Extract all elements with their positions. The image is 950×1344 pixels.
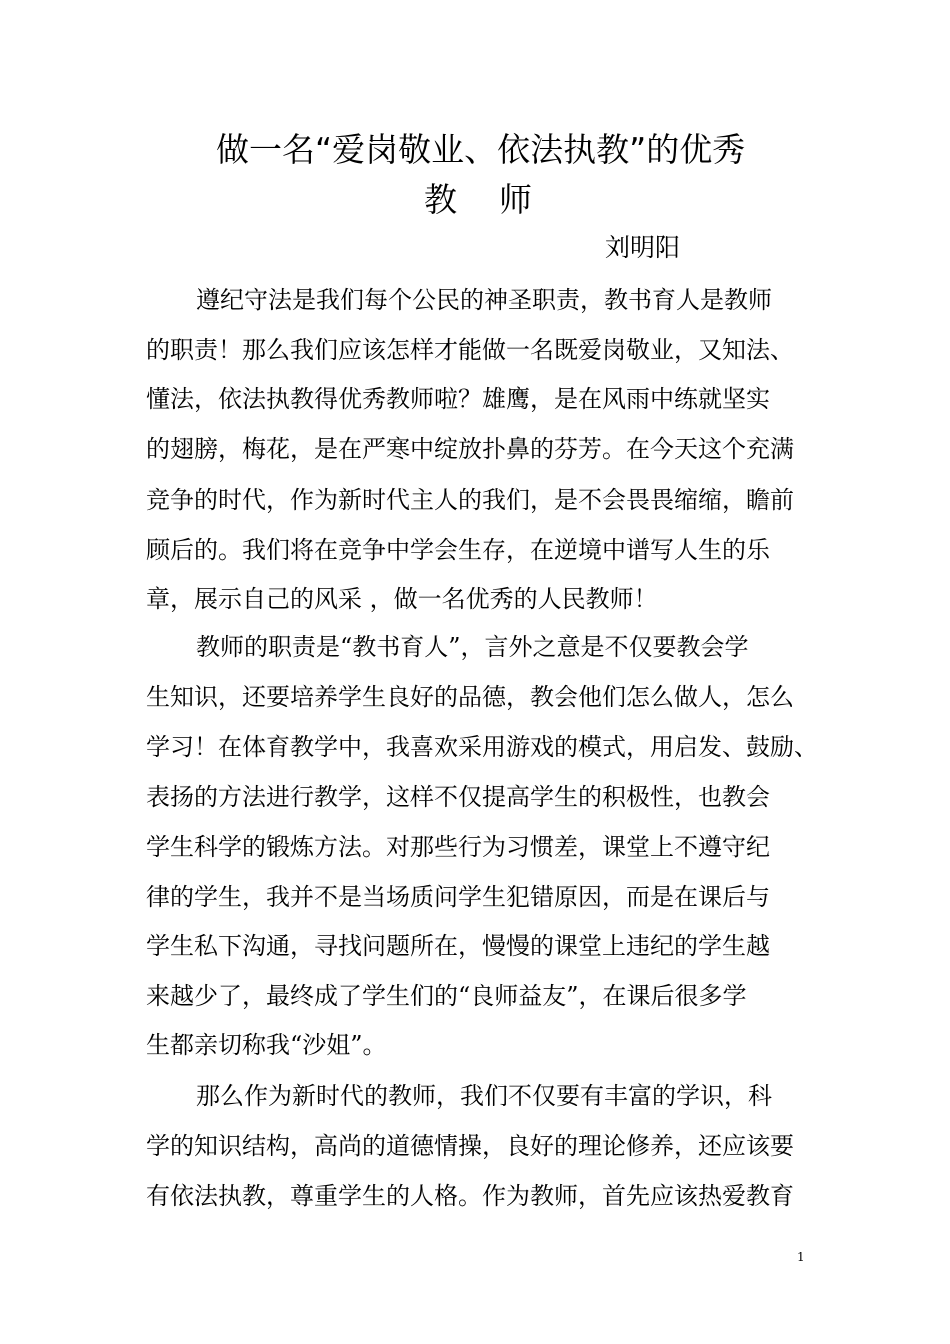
paragraph-line: 学生科学的锻炼方法。对那些行为习惯差，课堂上不遵守纪 [146,833,770,861]
title-line-1: 做一名“爱岗敬业、依法执教”的优秀 [216,130,746,169]
paragraph-line: 的翅膀，梅花，是在严寒中绽放扑鼻的芬芳。在今天这个充满 [146,435,794,463]
paragraph-line: 顾后的。我们将在竞争中学会生存，在逆境中谱写人生的乐 [146,536,770,564]
paragraph-line: 生都亲切称我“沙姐”。 [146,1031,387,1059]
paragraph-line: 学习！在体育教学中，我喜欢采用游戏的模式，用启发、鼓励、 [146,733,818,761]
paragraph-line: 章，展示自己的风采 ，做一名优秀的人民教师！ [146,585,658,613]
paragraph-line: 那么作为新时代的教师，我们不仅要有丰富的学识，科 [196,1082,772,1110]
paragraph-line: 教师的职责是“教书育人”，言外之意是不仅要教会学 [196,633,749,661]
page-number: 1 [797,1250,805,1264]
author-name: 刘明阳 [605,233,681,262]
paragraph-line: 学生私下沟通，寻找问题所在，慢慢的课堂上违纪的学生越 [146,932,770,960]
paragraph-line: 遵纪守法是我们每个公民的神圣职责，教书育人是教师 [196,286,772,314]
paragraph-line: 有依法执教，尊重学生的人格。作为教师，首先应该热爱教育 [146,1182,794,1210]
paragraph-line: 生知识，还要培养学生良好的品德，教会他们怎么做人，怎么 [146,683,794,711]
paragraph-line: 竞争的时代，作为新时代主人的我们，是不会畏畏缩缩，瞻前 [146,486,794,514]
paragraph-line: 来越少了，最终成了学生们的“良师益友”，在课后很多学 [146,982,747,1010]
title-line-2: 教 师 [424,180,532,219]
paragraph-line: 表扬的方法进行教学，这样不仅提高学生的积极性，也教会 [146,783,770,811]
paragraph-line: 律的学生，我并不是当场质问学生犯错原因，而是在课后与 [146,883,770,911]
paragraph-line: 学的知识结构，高尚的道德情操，良好的理论修养，还应该要 [146,1132,794,1160]
paragraph-line: 的职责！那么我们应该怎样才能做一名既爱岗敬业，又知法、 [146,336,794,364]
paragraph-line: 懂法，依法执教得优秀教师啦？雄鹰，是在风雨中练就坚实 [146,385,770,413]
